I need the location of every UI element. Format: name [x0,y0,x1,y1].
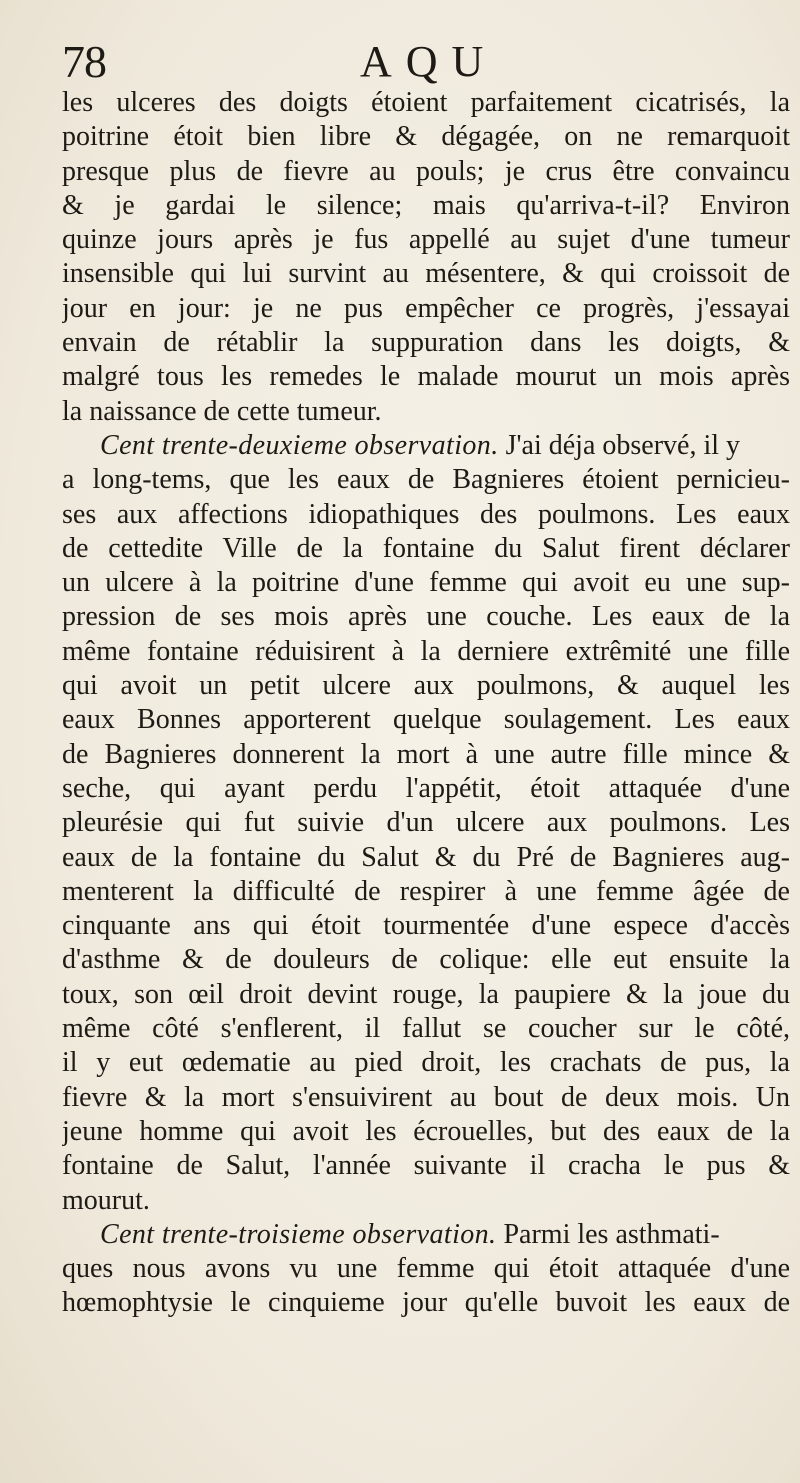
observation-first-line [62,1218,790,1252]
text-line: quinze jours après je fus appellé au sujet d'une tumeur [62,224,790,256]
text-line: toux, son œil droit devint rouge, la paupiere & la joue du [62,978,790,1010]
text-line: pleurésie qui fut suivie d'un ulcere aux poulmons. Les [62,807,790,839]
text-line: seche, qui ayant perdu l'appétit, étoit attaquée d'une [62,772,790,804]
text-line: jeune homme qui avoit les écrouelles, but des eaux de la [62,1115,790,1147]
text-line: mourut. [62,1184,150,1216]
page-number: 78 [62,36,106,87]
text-line: malgré tous les remedes le malade mourut un mois après [62,361,790,393]
text-line: les ulceres des doigts étoient parfaitement cicatrisés, la [62,87,790,118]
text-line: hœmophtysie le cinquieme jour qu'elle buvoit les eaux de [62,1287,790,1319]
text-line: ses aux affections idiopathiques des poulmons. Les eaux [62,498,790,530]
text-line: même côté s'enflerent, il fallut se coucher sur le côté, [62,1013,790,1045]
observation-heading: Cent trente-troisieme observation. [100,1218,497,1250]
text-line: cinquante ans qui étoit tourmentée d'une espece d'accès [62,910,790,942]
text-line: envain de rétablir la suppuration dans les doigts, & [62,327,790,359]
text-line: & je gardai le silence; mais qu'arriva-t-il? Environ [62,189,790,221]
text-line: ques nous avons vu une femme qui étoit attaquée d'une [62,1253,790,1285]
text-run: J'ai déja observé, il y [498,429,741,461]
text-line: presque plus de fievre au pouls; je crus être convaincu [62,155,790,187]
text-line: pression de ses mois après une couche. Les eaux de la [62,601,790,633]
text-line: la naissance de cette tumeur. [62,395,382,427]
text-line: de cettedite Ville de la fontaine du Salut firent déclarer [62,532,790,564]
text-line: de Bagnieres donnerent la mort à une autre fille mince & [62,738,790,770]
text-line: eaux de la fontaine du Salut & du Pré de Bagnieres aug- [62,841,790,873]
text-line: menterent la difficulté de respirer à une femme âgée de [62,875,790,907]
text-line: eaux Bonnes apporterent quelque soulagement. Les eaux [62,704,790,736]
observation-first-line [62,429,790,463]
text-line: d'asthme & de douleurs de colique: elle eut ensuite la [62,944,790,976]
text-line: poitrine étoit bien libre & dégagée, on ne remarquoit [62,121,790,153]
page-header [62,38,752,86]
text-line: fontaine de Salut, l'année suivante il cracha le pus & [62,1150,790,1182]
text-line: a long-tems, que les eaux de Bagnieres étoient pernicieu- [62,464,790,496]
text-line: fievre & la mort s'ensuivirent au bout de deux mois. Un [62,1081,790,1113]
text-line: même fontaine réduisirent à la derniere extrêmité une fille [62,635,790,667]
text-run: Parmi les asthmati- [496,1218,720,1250]
running-head: AQU [360,37,498,86]
text-line: jour en jour: je ne pus empêcher ce progrès, j'essayai [62,292,790,324]
text-line: insensible qui lui survint au mésentere, & qui croissoit de [62,258,790,290]
body-text [62,86,790,1321]
observation-heading: Cent trente-deuxieme observation. [100,429,499,461]
text-line: qui avoit un petit ulcere aux poulmons, & auquel les [62,670,790,702]
text-line: un ulcere à la poitrine d'une femme qui avoit eu une sup- [62,567,790,599]
text-line: il y eut œdematie au pied droit, les crachats de pus, la [62,1047,790,1079]
